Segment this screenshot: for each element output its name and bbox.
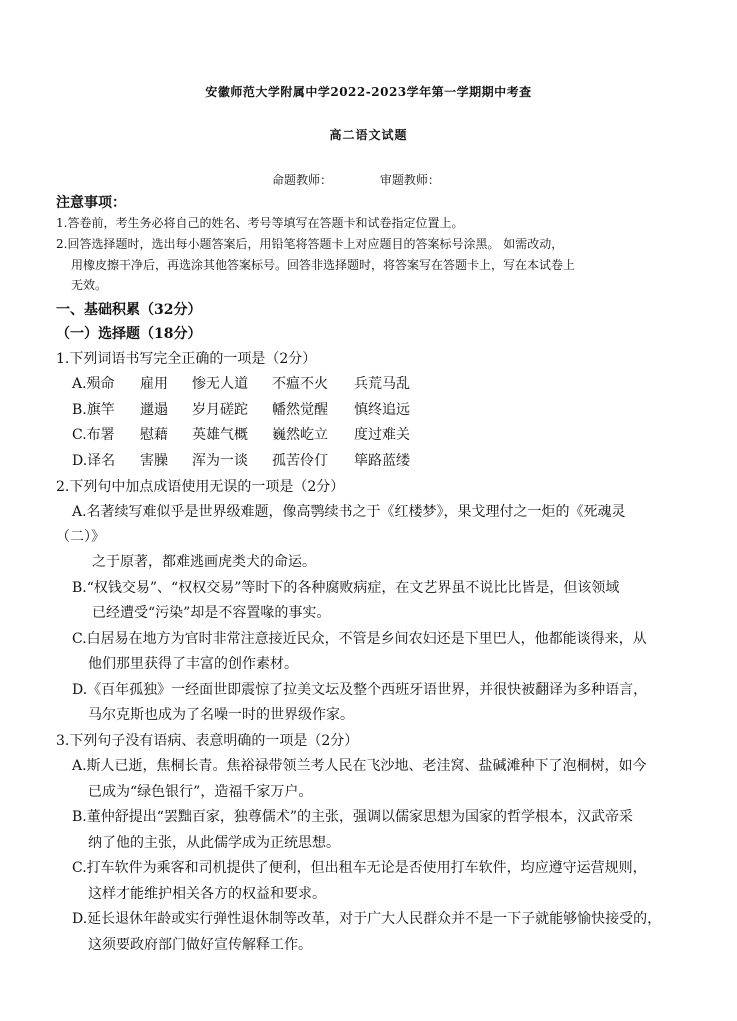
exam-subtitle: 高二语文试题: [329, 128, 408, 142]
question-3-stem: 3.下列句子没有语病、表意明确的一项是（2分）: [56, 733, 359, 749]
question-2-option-d: D.《百年孤独》一经面世即震惊了拉美文坛及整个西班牙语世界，并很快被翻译为多种语言，: [72, 682, 648, 698]
word: 筚路蓝缕: [354, 453, 410, 469]
question-3-option-b-cont: 纳了他的主张，从此儒学成为正统思想。: [88, 835, 340, 851]
question-2-option-a-end: 之于原著，都难逃画虎类犬的命运。: [92, 554, 316, 570]
notice-item-2-cont: 用橡皮擦干净后，再选涂其他答案标号。回答非选择题时，将答案写在答题卡上，写在本试卷上: [71, 258, 576, 272]
subsection-heading: （一）选择题（18分）: [56, 326, 202, 342]
notice-item-2: 2.回答选择题时，选出每小题答案后，用铅笔将答题卡上对应题目的答案标号涂黑。 如需改动，: [56, 237, 564, 251]
word: 不瘟不火: [272, 376, 328, 392]
question-1-option-b: [72, 400, 410, 420]
question-3-option-c-cont: 这样才能维护相关各方的权益和要求。: [88, 886, 326, 902]
word: 慰藉: [140, 427, 168, 443]
word: 浑为一谈: [192, 453, 248, 469]
word: 邋遢: [140, 402, 168, 418]
question-1-option-d: [72, 451, 410, 471]
word: D.译名: [72, 453, 116, 469]
notice-item-1: 1.答卷前，考生务必将自己的姓名、考号等填写在答题卡和试卷指定位置上。: [56, 216, 464, 230]
word: 岁月磋跎: [192, 402, 248, 418]
question-3-option-d-cont: 这须要政府部门做好宣传解释工作。: [88, 937, 312, 953]
question-3-option-c: C.打车软件为乘客和司机提供了便利，但出租车无论是否使用打车软件，均应遵守运营规则，: [72, 860, 647, 876]
word: B.旗竿: [72, 402, 115, 418]
word: 幡然觉醒: [272, 402, 328, 418]
word: 孤苦伶仃: [272, 453, 328, 469]
section-heading: 一、基础积累（32分）: [56, 302, 202, 318]
exam-title: 安徽师范大学附属中学2022-2023学年第一学期期中考查: [205, 85, 532, 99]
question-2-option-a: A.名著续写难似乎是世界级难题，像高鹗续书之于《红楼梦》，果戈理付之一炬的《死魂灵: [72, 504, 626, 520]
question-2-option-c-cont: 他们那里获得了丰富的创作素材。: [88, 656, 298, 672]
teacher-line: [272, 171, 484, 188]
question-1-stem: 1.下列词语书写完全正确的一项是（2分）: [56, 351, 317, 367]
question-2-option-c: C.白居易在地方为官时非常注意接近民众，不管是乡间农妇还是下里巴人，他都能谈得来，从: [72, 631, 647, 647]
word: C.布署: [72, 427, 115, 443]
word: 英雄气概: [192, 427, 248, 443]
notice-heading: 注意事项：: [56, 195, 126, 211]
question-3-option-d: D.延长退休年龄或实行弹性退休制等改革，对于广大人民群众并不是一下子就能够愉快接受的，: [72, 911, 662, 927]
word: A.殒命: [72, 376, 115, 392]
word: 巍然屹立: [272, 427, 328, 443]
question-3-option-b: B.董仲舒提出“罢黜百家，独尊儒术”的主张，强调以儒家思想为国家的哲学根本，汉武帝采: [72, 809, 634, 825]
word: 兵荒马乱: [354, 376, 410, 392]
question-1-option-a: [72, 374, 410, 394]
word: 惨无人道: [192, 376, 248, 392]
question-2-stem: 2.下列句中加点成语使用无误的一项是（2分）: [56, 479, 345, 495]
question-1-option-c: [72, 425, 410, 445]
word: 慎终追远: [354, 402, 410, 418]
reviewer-label: 审题教师：: [379, 173, 440, 187]
notice-item-2-end: 无效。: [71, 278, 108, 292]
word: 害臊: [140, 453, 168, 469]
question-3-option-a: A.斯人已逝，焦桐长青。焦裕禄带领兰考人民在飞沙地、老洼窝、盐碱滩种下了泡桐树，如今: [72, 758, 647, 774]
question-2-option-a-cont: （二）》: [56, 529, 105, 545]
question-2-option-d-cont: 马尔克斯也成为了名噪一时的世界级作家。: [88, 707, 354, 723]
question-3-option-a-cont: 已成为“绿色银行”，造福千家万户。: [88, 784, 313, 800]
word: 雇用: [140, 376, 168, 392]
word: 度过难关: [354, 427, 410, 443]
setter-label: 命题教师：: [272, 173, 333, 187]
question-2-option-b-cont: 已经遭受“污染”却是不容置喙的事实。: [92, 605, 331, 621]
question-2-option-b: B.“权钱交易”、“权权交易”等时下的各种腐败病症，在文艺界虽不说比比皆是，但该领域: [72, 580, 620, 596]
